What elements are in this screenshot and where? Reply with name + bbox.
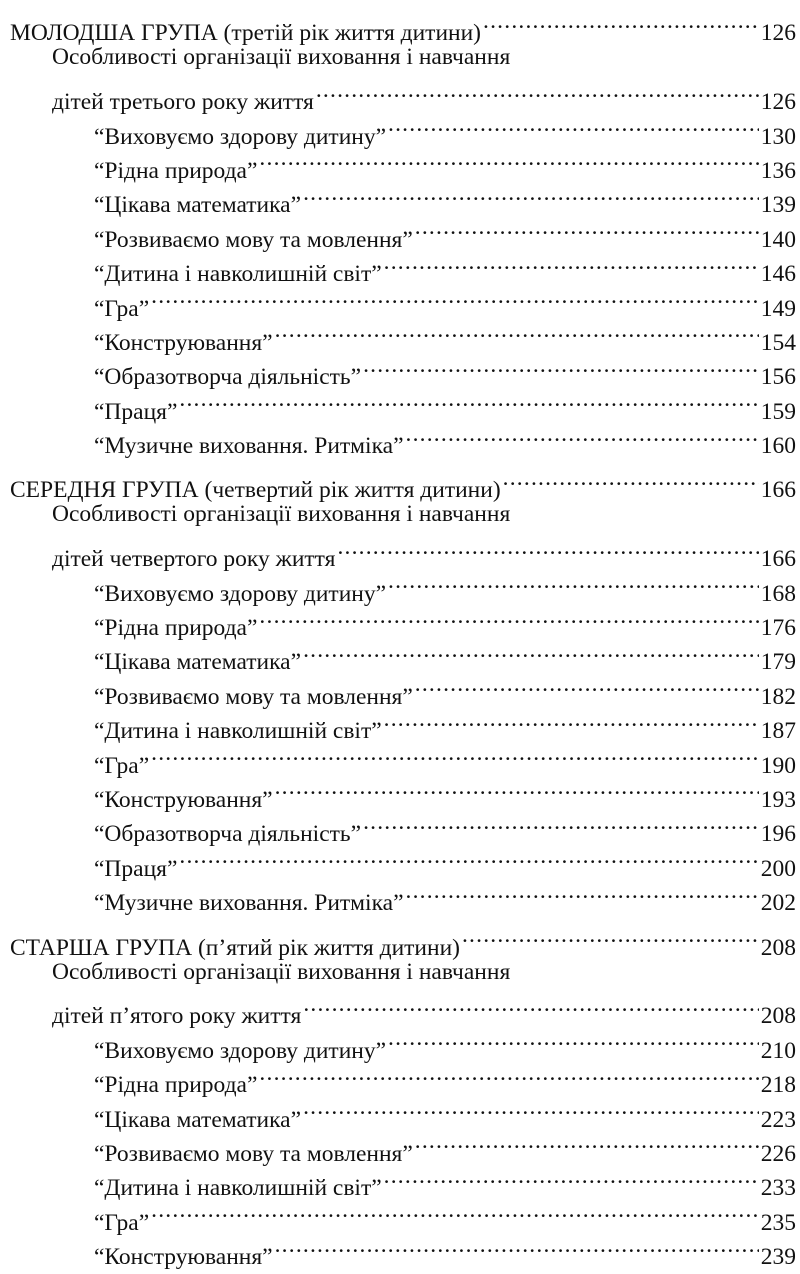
dot-leader	[363, 807, 759, 841]
toc-intro-title: дітей п’ятого року життя	[52, 1003, 302, 1030]
dot-leader	[415, 1127, 759, 1161]
page-number: 239	[760, 1244, 796, 1271]
dot-leader	[406, 876, 759, 910]
toc-item-title: “Дитина і навколишній світ”	[94, 718, 382, 745]
toc-item-title: “Конструювання”	[94, 1244, 273, 1271]
toc-item-title: “Виховуємо здорову дитину”	[94, 1037, 387, 1064]
toc-item-title: “Виховуємо здорову дитину”	[94, 580, 387, 607]
toc-item-title: “Розвиваємо мову та мовлення”	[94, 683, 413, 710]
dot-leader	[363, 350, 759, 384]
dot-leader	[415, 212, 759, 246]
page-number: 193	[760, 786, 796, 813]
page-number: 140	[760, 226, 796, 253]
toc-item-title: “Праця”	[94, 855, 178, 882]
page-number: 159	[760, 398, 796, 425]
dot-leader	[303, 178, 759, 212]
toc-item-title: “Образотворча діяльність”	[94, 364, 362, 391]
toc-item-title: “Музичне виховання. Ритміка”	[94, 890, 404, 917]
page-number: 196	[760, 821, 796, 848]
page-number: 176	[760, 615, 796, 642]
page-number: 202	[760, 890, 796, 917]
dot-leader	[179, 841, 758, 875]
dot-leader	[503, 463, 759, 497]
toc-item-title: “Образотворча діяльність”	[94, 821, 362, 848]
page-number: 179	[760, 649, 796, 676]
page-number: 190	[760, 752, 796, 779]
page-number: 208	[760, 1003, 796, 1030]
toc-heading-row[interactable]	[10, 6, 796, 47]
page-number: 226	[760, 1140, 796, 1167]
dot-leader	[388, 1023, 759, 1057]
page-number: 187	[760, 718, 796, 745]
page-number: 208	[760, 934, 796, 961]
page-number: 218	[760, 1072, 796, 1099]
page-number: 149	[760, 295, 796, 322]
page-number: 126	[760, 20, 796, 47]
page-number: 146	[760, 261, 796, 288]
toc-intro-title: дітей третього року життя	[52, 89, 314, 116]
dot-leader	[179, 384, 758, 418]
dot-leader	[275, 316, 759, 350]
toc-section-younger-group	[10, 6, 796, 460]
page-number: 166	[760, 546, 796, 573]
table-of-contents	[10, 0, 796, 1271]
page-number: 200	[760, 855, 796, 882]
dot-leader	[384, 1161, 759, 1195]
toc-section-senior-group	[10, 920, 796, 1271]
page-number: 139	[760, 192, 796, 219]
toc-item-title: “Цікава математика”	[94, 649, 302, 676]
dot-leader	[384, 704, 759, 738]
dot-leader	[303, 635, 759, 669]
toc-item-title: “Гра”	[94, 295, 150, 322]
page-number: 223	[760, 1106, 796, 1133]
dot-leader	[388, 109, 759, 143]
dot-leader	[259, 601, 758, 635]
dot-leader	[316, 75, 759, 109]
page-number: 160	[760, 433, 796, 460]
toc-intro-line	[10, 955, 796, 989]
dot-leader	[384, 247, 759, 281]
toc-item-title: “Рідна природа”	[94, 157, 258, 184]
toc-item-title: “Рідна природа”	[94, 1072, 258, 1099]
dot-leader	[303, 989, 758, 1023]
dot-leader	[151, 738, 759, 772]
toc-item-title: “Дитина і навколишній світ”	[94, 1175, 382, 1202]
dot-leader	[151, 281, 759, 315]
toc-heading-title: СТАРША ГРУПА (п’ятий рік життя дитини)	[10, 934, 460, 961]
toc-intro-title: дітей четвертого року життя	[52, 546, 336, 573]
toc-intro-title: Особливості організації виховання і навчання	[52, 958, 511, 985]
dot-leader	[483, 6, 759, 40]
page-number: 182	[760, 683, 796, 710]
page-number: 168	[760, 580, 796, 607]
dot-leader	[151, 1195, 759, 1229]
page-number: 235	[760, 1209, 796, 1236]
toc-item-title: “Розвиваємо мову та мовлення”	[94, 1140, 413, 1167]
toc-item-title: “Гра”	[94, 1209, 150, 1236]
toc-intro-title: Особливості організації виховання і навчання	[52, 44, 511, 71]
dot-leader	[275, 1230, 759, 1264]
page-number: 130	[760, 123, 796, 150]
dot-leader	[415, 669, 759, 703]
toc-section-middle-group	[10, 463, 796, 917]
dot-leader	[406, 419, 759, 453]
toc-item-title: “Цікава математика”	[94, 1106, 302, 1133]
toc-intro-title: Особливості організації виховання і навчання	[52, 501, 511, 528]
toc-heading-title: МОЛОДША ГРУПА (третій рік життя дитини)	[10, 20, 482, 47]
page-number: 136	[760, 157, 796, 184]
dot-leader	[388, 566, 759, 600]
toc-heading-row[interactable]	[10, 920, 796, 961]
dot-leader	[337, 532, 758, 566]
dot-leader	[259, 1058, 758, 1092]
toc-item-title: “Рідна природа”	[94, 615, 258, 642]
page-number: 154	[760, 329, 796, 356]
toc-intro-row[interactable]	[10, 989, 796, 1030]
page-number: 233	[760, 1175, 796, 1202]
toc-intro-line	[10, 40, 796, 74]
page-number: 210	[760, 1037, 796, 1064]
toc-intro-row[interactable]	[10, 532, 796, 573]
page-number: 126	[760, 89, 796, 116]
toc-item-title: “Конструювання”	[94, 329, 273, 356]
toc-heading-row[interactable]	[10, 463, 796, 504]
toc-item-title: “Конструювання”	[94, 786, 273, 813]
dot-leader	[462, 920, 759, 954]
dot-leader	[303, 1092, 759, 1126]
page-number: 156	[760, 364, 796, 391]
toc-item-title: “Виховуємо здорову дитину”	[94, 123, 387, 150]
toc-intro-line	[10, 497, 796, 531]
toc-item-title: “Цікава математика”	[94, 192, 302, 219]
toc-item-title: “Дитина і навколишній світ”	[94, 261, 382, 288]
dot-leader	[259, 144, 758, 178]
dot-leader	[275, 773, 759, 807]
toc-item-title: “Праця”	[94, 398, 178, 425]
toc-item-title: “Музичне виховання. Ритміка”	[94, 433, 404, 460]
toc-item-title: “Гра”	[94, 752, 150, 779]
page-number: 166	[760, 477, 796, 504]
toc-intro-row[interactable]	[10, 75, 796, 116]
toc-heading-title: СЕРЕДНЯ ГРУПА (четвертий рік життя дитини)	[10, 477, 501, 504]
toc-item-title: “Розвиваємо мову та мовлення”	[94, 226, 413, 253]
